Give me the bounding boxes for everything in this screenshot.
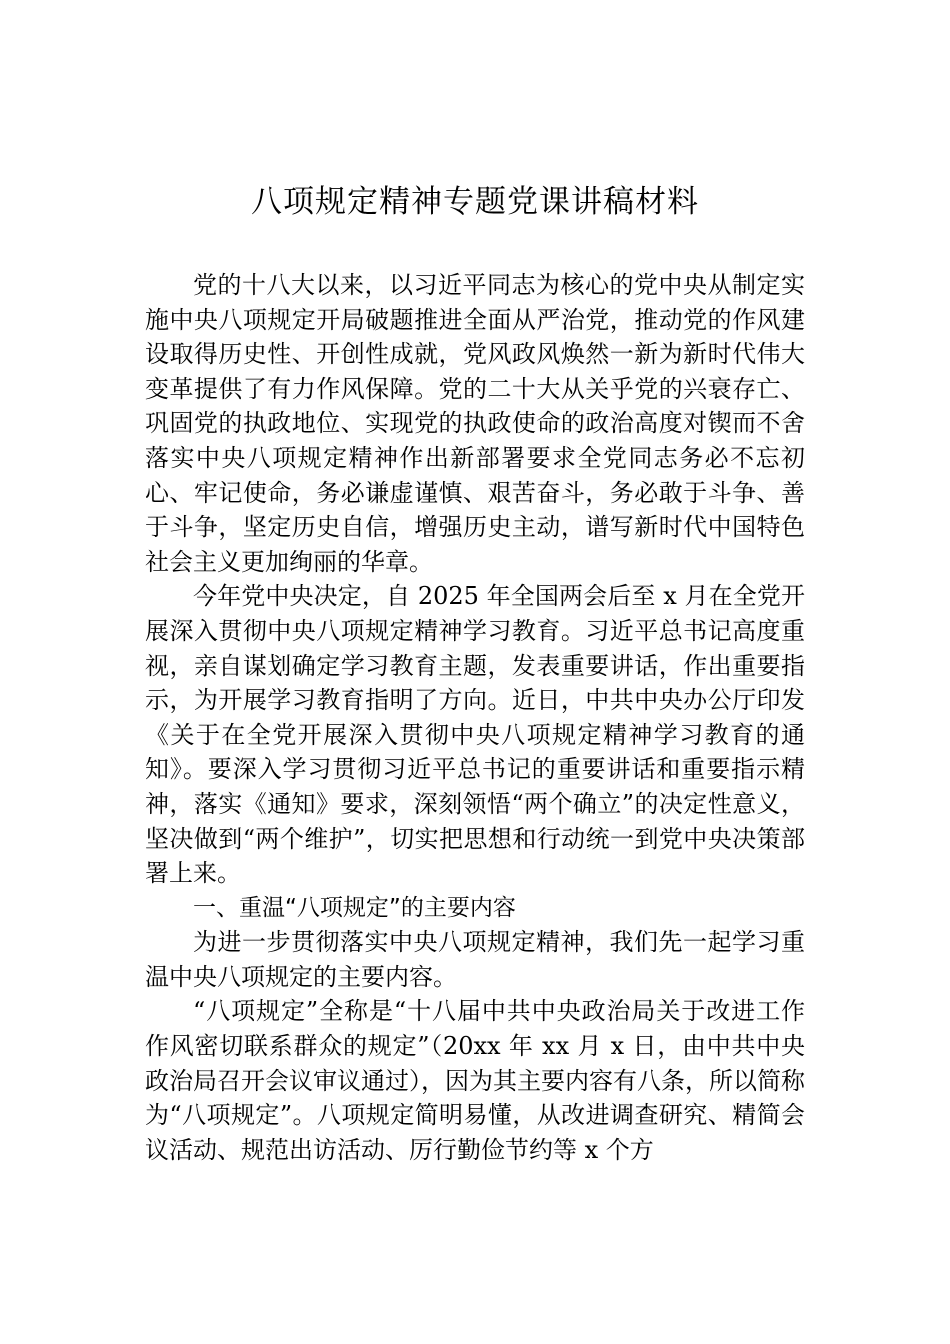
paragraph-study-campaign: 今年党中央决定，自 2025 年全国两会后至 x 月在全党开展深入贯彻中央八项规定精神学习教育。习近平总书记高度重视，亲自谋划确定学习教育主题，发表重要讲话，作出重要指示，为开展学习教育指明了方向。近日，中共中央办公厅印发《关于在全党开展深入贯彻中央八项规定精神学习教育的通知》。要深入学习贯彻习近平总书记的重要讲话和重要指示精神，落实《通知》要求，深刻领悟“两个确立”的决定性意义，坚决做到“两个维护”，切实把思想和行动统一到党中央决策部署上来。 [145,582,805,888]
paragraph-intro: 党的十八大以来，以习近平同志为核心的党中央从制定实施中央八项规定开局破题推进全面从严治党，推动党的作风建设取得历史性、开创性成就，党风政风焕然一新为新时代伟大变革提供了有力作风保障。党的二十大从关乎党的兴衰存亡、巩固党的执政地位、实现党的执政使命的政治高度对锲而不舍落实中央八项规定精神作出新部署要求全党同志务必不忘初心、牢记使命，务必谦虚谨慎、艰苦奋斗，务必敢于斗争、善于斗争，坚定历史自信，增强历史主动，谱写新时代中国特色社会主义更加绚丽的华章。 [145,271,805,576]
section-heading: 一、重温“八项规定”的主要内容 [193,894,516,921]
paragraph-eight-rules-definition: “八项规定”全称是“十八届中共中央政治局关于改进工作作风密切联系群众的规定”（20xx 年 xx 月 x 日，由中共中央政治局召开会议审议通过），因为其主要内容有八条，所以简称为“八项规定”。八项规定简明易懂，从改进调查研究、精简会议活动、规范出访活动、厉行勤俭节约等 x 个方 [145,997,805,1164]
document-body [145,268,805,1167]
document-title: 八项规定精神专题党课讲稿材料 [251,184,699,220]
paragraph-review-intro: 为进一步贯彻落实中央八项规定精神，我们先一起学习重温中央八项规定的主要内容。 [145,928,805,991]
